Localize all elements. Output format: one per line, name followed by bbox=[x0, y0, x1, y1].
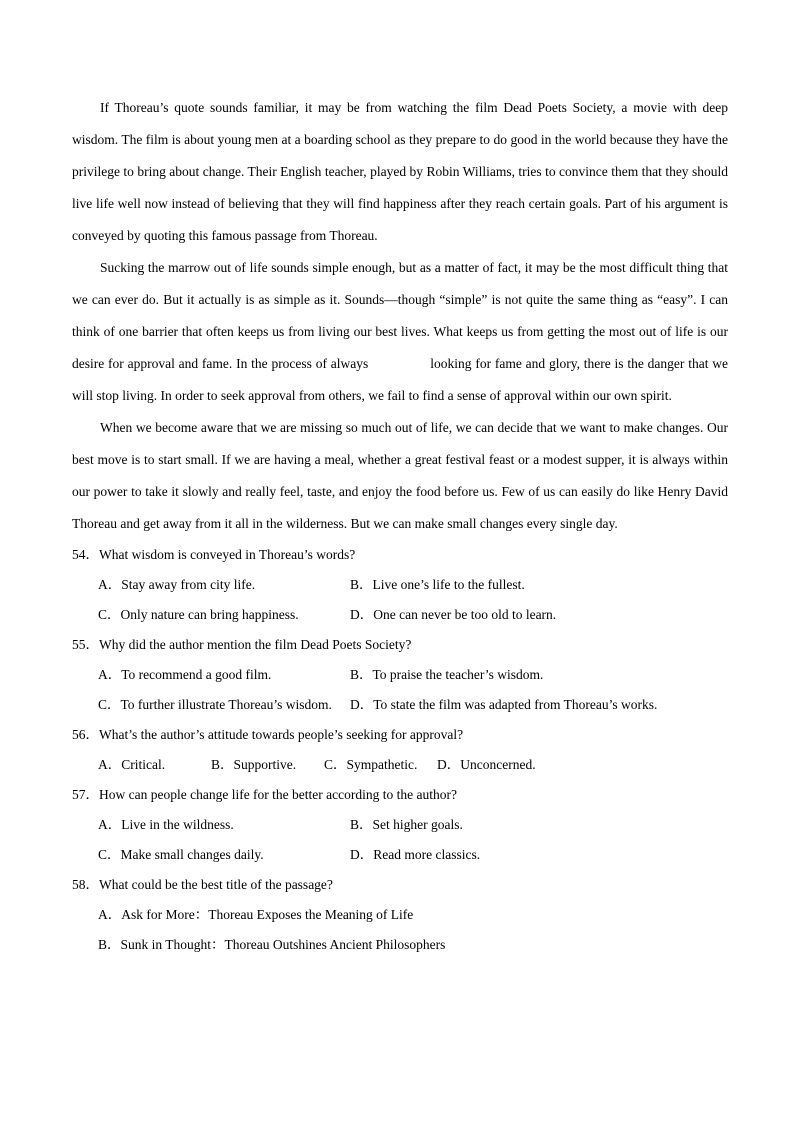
option-57-b: B．Set higher goals. bbox=[350, 817, 463, 832]
question-54-options-row-2 bbox=[72, 600, 728, 630]
option-55-d: D．To state the film was adapted from Thoreau’s works. bbox=[350, 697, 658, 712]
question-58-option-b-row bbox=[72, 930, 728, 960]
paragraph-1: If Thoreau’s quote sounds familiar, it may be from watching the film Dead Poets Society, a movie with deep wisdom. The film is about young men at a boarding school as they prepare to do good in the world because they have the privilege to bring about change. Their English teacher, played by Robin Williams, tries to convince them that they should live life well now instead of believing that they will find happiness after they reach certain goals. Part of his argument is conveyed by quoting this famous passage from Thoreau. bbox=[72, 100, 728, 243]
question-55-options-row-1 bbox=[72, 660, 728, 690]
option-56-d: D．Unconcerned. bbox=[437, 757, 536, 772]
option-54-a: A．Stay away from city life. bbox=[98, 577, 256, 592]
option-55-b: B．To praise the teacher’s wisdom. bbox=[350, 667, 544, 682]
paragraph-3: When we become aware that we are missing so much out of life, we can decide that we want to make changes. Our best move is to start small. If we are having a meal, whether a great festival feast or a modest supper, it is always within our power to take it slowly and really feel, taste, and enjoy the food before us. Few of us can easily do like Henry David Thoreau and get away from it all in the wilderness. But we can make small changes every single day. bbox=[72, 420, 728, 531]
option-54-b: B．Live one’s life to the fullest. bbox=[350, 577, 525, 592]
question-58-option-a-row bbox=[72, 900, 728, 930]
option-55-c: C．To further illustrate Thoreau’s wisdom. bbox=[98, 697, 332, 712]
option-54-d: D．One can never be too old to learn. bbox=[350, 607, 557, 622]
option-57-c: C．Make small changes daily. bbox=[98, 847, 264, 862]
question-57: 57．How can people change life for the better according to the author? bbox=[72, 787, 457, 802]
question-57-options-row-2 bbox=[72, 840, 728, 870]
paragraph-2-part-a: Sucking the marrow out of life sounds simple enough, but as a matter of fact, it may be the most difficult thing that we can ever do. But it actually is as simple as it. Sounds—though “simple” is not quite the same thing as “easy”. I can think of one barrier that often keeps us from living our best lives. What keeps us from getting the most out of life is our desire for approval and fame. In the process of always bbox=[72, 260, 728, 371]
question-56: 56．What’s the author’s attitude towards people’s seeking for approval? bbox=[72, 727, 464, 742]
option-56-c: C．Sympathetic. bbox=[324, 757, 418, 772]
paragraph-2-part-b: looking for fame and glory, there is the danger that we will stop living. In order to seek approval from others, we fail to find a sense of approval within our own spirit. bbox=[72, 356, 728, 403]
question-54-options-row-1 bbox=[72, 570, 728, 600]
option-56-a: A．Critical. bbox=[98, 757, 166, 772]
question-56-options-row bbox=[72, 750, 728, 780]
option-56-b: B．Supportive. bbox=[211, 757, 297, 772]
option-58-b: B．Sunk in Thought：Thoreau Outshines Ancient Philosophers bbox=[98, 937, 446, 952]
option-57-a: A．Live in the wildness. bbox=[98, 817, 234, 832]
option-58-a: A．Ask for More：Thoreau Exposes the Meaning of Life bbox=[98, 907, 414, 922]
question-55-options-row-2 bbox=[72, 690, 728, 720]
document-page bbox=[72, 92, 728, 960]
question-55: 55．Why did the author mention the film Dead Poets Society? bbox=[72, 637, 412, 652]
option-57-d: D．Read more classics. bbox=[350, 847, 481, 862]
option-55-a: A．To recommend a good film. bbox=[98, 667, 272, 682]
paragraph-2 bbox=[72, 252, 728, 412]
option-54-c: C．Only nature can bring happiness. bbox=[98, 607, 299, 622]
question-54: 54．What wisdom is conveyed in Thoreau’s words? bbox=[72, 547, 356, 562]
question-58: 58．What could be the best title of the passage? bbox=[72, 877, 333, 892]
question-57-options-row-1 bbox=[72, 810, 728, 840]
